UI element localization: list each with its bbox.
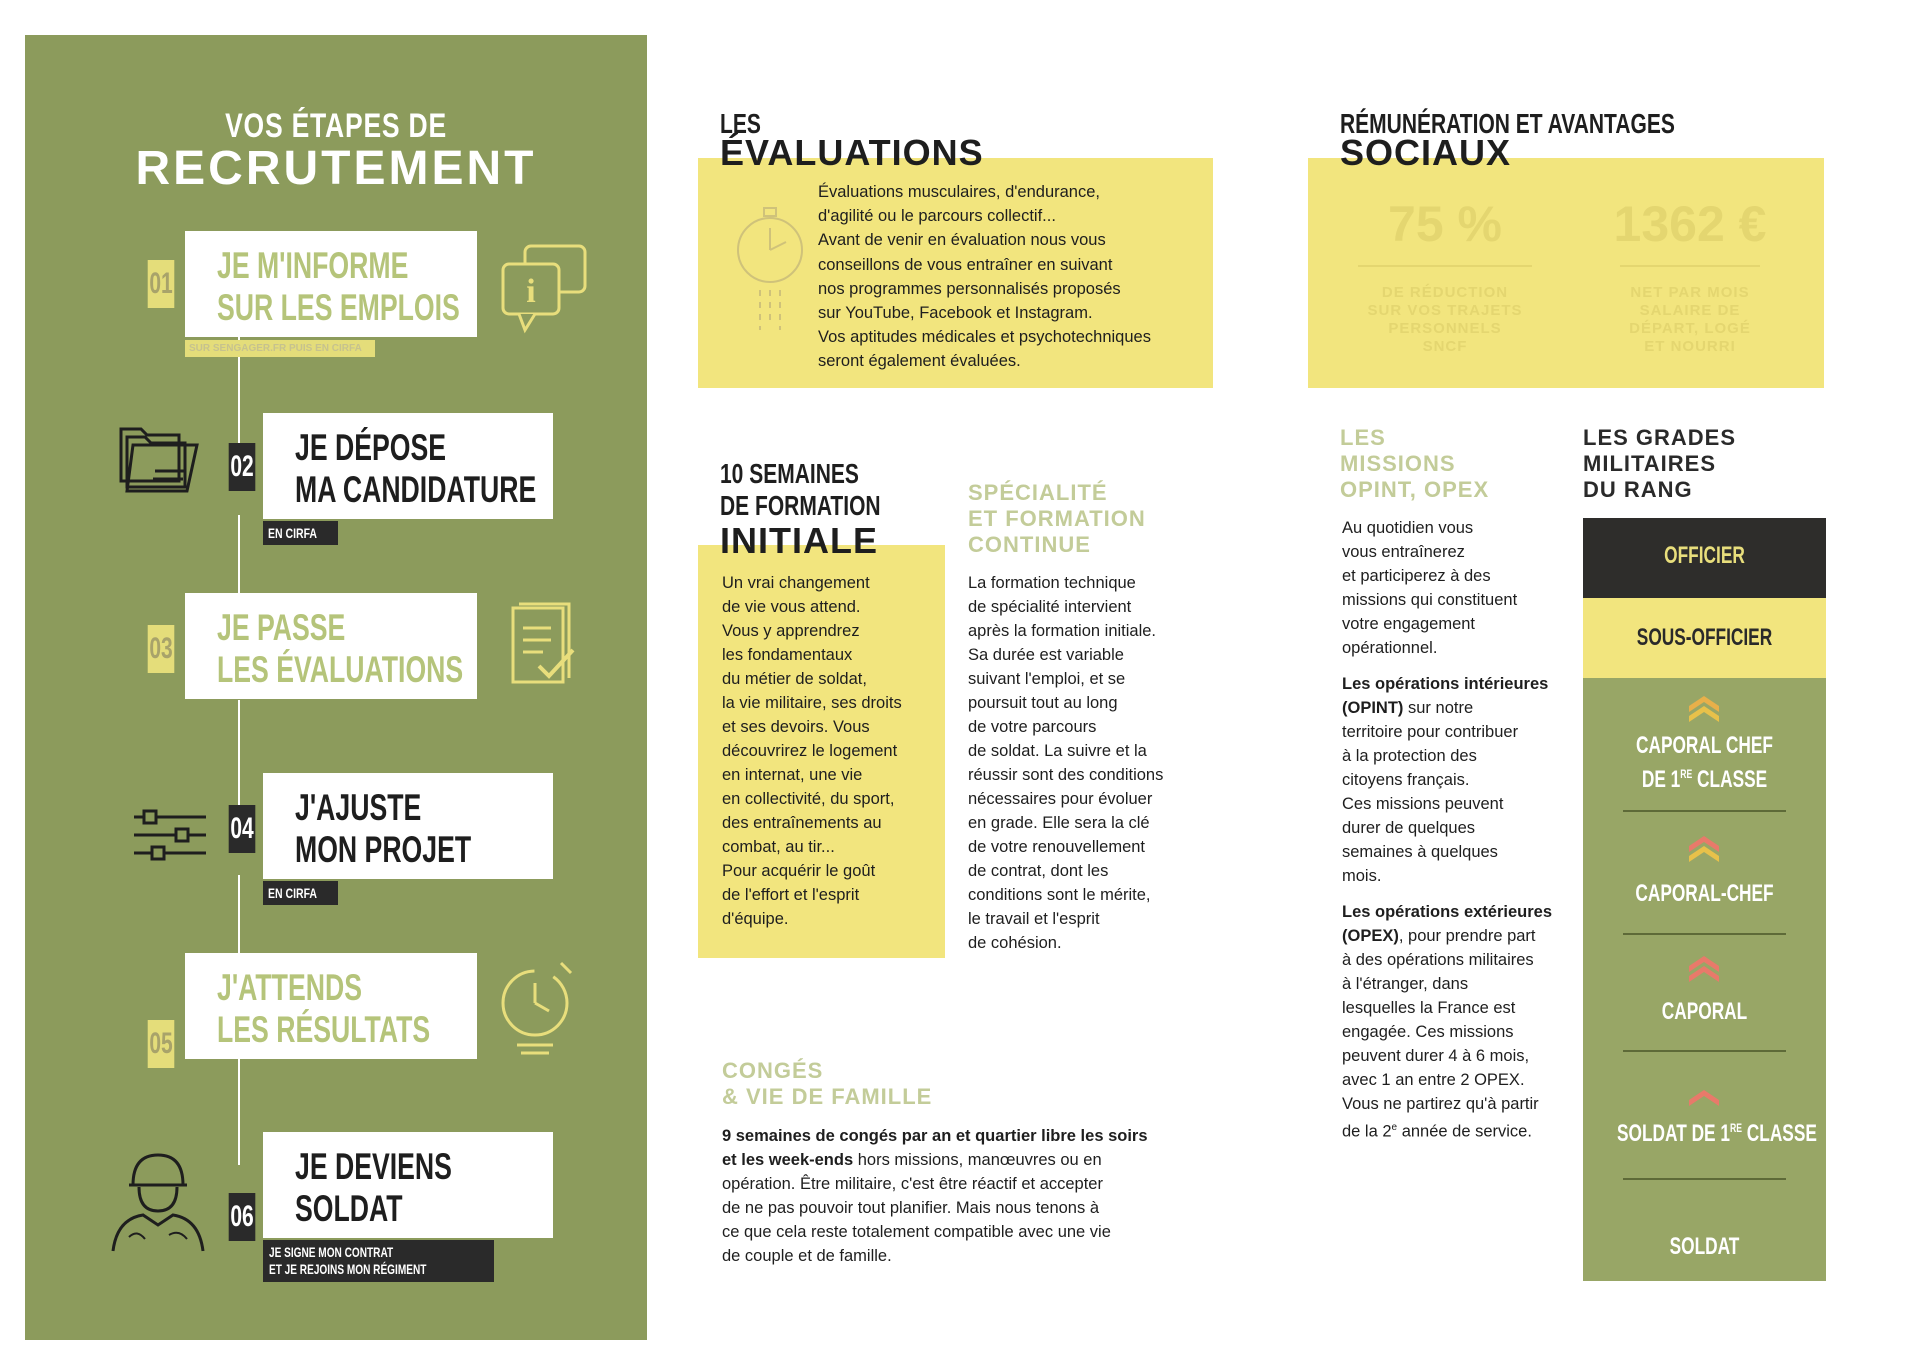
rank-chevron-icon	[1687, 1078, 1721, 1108]
specialite-title: SPÉCIALITÉ ET FORMATION CONTINUE	[968, 480, 1146, 557]
step-title-line1: J'AJUSTE	[295, 787, 422, 828]
step-title-line2: SUR LES EMPLOIS	[217, 287, 460, 328]
stat-caption: NET PAR MOIS SALAIRE DE DÉPART, LOGÉ ET NOURRI	[1629, 284, 1751, 355]
formation-title: INITIALE	[720, 520, 878, 561]
step-number: 03	[148, 625, 175, 673]
step-card-2	[263, 413, 553, 519]
formation-title-small: DE FORMATION	[720, 490, 881, 521]
rank-chevron-icon	[1687, 954, 1721, 984]
rank-divider	[1623, 1050, 1786, 1052]
rank-caporal: CAPORAL	[1661, 998, 1748, 1025]
step-title-line2: SOLDAT	[295, 1188, 403, 1229]
rank-divider	[1623, 933, 1786, 935]
sliders-icon	[130, 805, 210, 865]
step-card-1	[185, 231, 477, 337]
rank-chevron-icon	[1687, 694, 1721, 724]
rank-officier: OFFICIER	[1583, 518, 1826, 598]
recruitment-steps-panel	[25, 35, 647, 1340]
step-number: 06	[229, 1193, 256, 1241]
step-number: 01	[148, 260, 175, 308]
rank-divider	[1623, 810, 1786, 812]
grades-title: LES GRADES MILITAIRES DU RANG	[1583, 425, 1737, 502]
step-tag: SUR SENGAGER.FR PUIS EN CIRFA	[185, 340, 375, 357]
stat-divider	[1358, 265, 1532, 267]
step-title-line2: MON PROJET	[295, 829, 472, 870]
formation-title-small: 10 SEMAINES	[720, 458, 859, 489]
missions-text: Au quotidien vous vous entraînerez et participerez à des missions qui constituent votre engagement opérationnel. Les opérations intérieures (OPINT) sur notre territoire pour contribuer à la protection des citoyens français. Ces missions peuvent durer de quelques semaines à quelques mois. Les opérations extérieures (OPEX), pour prendre part à des opérations militaires à l'étranger, dans lesquelles la France est engagée. Ces missions peuvent durer 4 à 6 mois, avec 1 an entre 2 OPEX. Vous ne partirez qu'à partir de la 2e année de service.	[1342, 519, 1553, 1141]
stat-caption: DE RÉDUCTION SUR VOS TRAJETS PERSONNELS SNCF	[1367, 284, 1523, 355]
remuneration-title: SOCIAUX	[1340, 132, 1512, 173]
connector-line	[238, 700, 240, 805]
stopwatch-icon	[730, 200, 810, 340]
rank-ladder	[1583, 518, 1826, 1281]
step-tag: EN CIRFA	[263, 521, 338, 545]
evaluations-text: Évaluations musculaires, d'endurance, d'agilité ou le parcours collectif... Avant de venir en évaluation nous vous conseillons de vous entraîner en suivant nos programmes personnalisés proposés sur YouTube, Facebook et Instagram. Vos aptitudes médicales et psychotechniques seront également évaluées.	[818, 183, 1151, 371]
step-title-line1: JE PASSE	[217, 607, 346, 648]
stat-value: 1362 €	[1613, 196, 1767, 252]
step-card-5	[185, 953, 477, 1059]
stat-divider	[1620, 265, 1760, 267]
recruitment-title: RECRUTEMENT	[135, 142, 537, 195]
connector-line	[238, 1055, 240, 1165]
stat-value: 75 %	[1388, 196, 1502, 252]
formation-text: Un vrai changement de vie vous attend. Vous y apprendrez les fondamentaux du métier de soldat, la vie militaire, ses droits et ses devoirs. Vous découvrirez le logement en internat, une vie en collectivité, du sport, des entraînements au combat, au tir... Pour acquérir le goût de l'effort et l'esprit d'équipe.	[722, 574, 902, 928]
step-title-line1: JE DEVIENS	[295, 1146, 452, 1187]
step-number: 02	[229, 443, 256, 491]
conges-title: CONGÉS & VIE DE FAMILLE	[722, 1058, 933, 1109]
missions-title: LES MISSIONS OPINT, OPEX	[1340, 425, 1490, 502]
step-title-line1: JE M'INFORME	[217, 245, 409, 286]
rank-sous-officier: SOUS-OFFICIER	[1583, 598, 1826, 678]
step-tag: JE SIGNE MON CONTRAT ET JE REJOINS MON RÉGIMENT	[263, 1240, 494, 1282]
info-chat-icon	[495, 240, 595, 340]
step-tag: EN CIRFA	[263, 881, 338, 905]
step-title-line2: MA CANDIDATURE	[295, 469, 537, 510]
step-title-line1: J'ATTENDS	[217, 967, 362, 1008]
soldier-icon	[103, 1145, 213, 1255]
step-number: 05	[148, 1020, 175, 1068]
conges-text: 9 semaines de congés par an et quartier libre les soirs et les week-ends hors missions, manœuvres ou en opération. Être militaire, c'est être réactif et accepter de ne pas pouvoir tout planifier. Mais nous tenons à ce que cela reste totalement compatible avec une vie de couple et de famille.	[722, 1127, 1148, 1265]
step-title-line2: LES RÉSULTATS	[217, 1009, 431, 1050]
step-card-4	[263, 773, 553, 879]
evaluations-title: ÉVALUATIONS	[720, 132, 984, 173]
step-card-3	[185, 593, 477, 699]
rank-soldat-1re-classe: SOLDAT DE 1RE CLASSE	[1617, 1120, 1817, 1147]
remuneration-title-small: RÉMUNÉRATION ET AVANTAGES	[1340, 108, 1675, 139]
specialite-text: La formation technique de spécialité intervient après la formation initiale. Sa durée est variable suivant l'emploi, et se poursuit tout au long de votre parcours de soldat. La suivre et la réussir sont des conditions nécessaires pour évoluer en grade. Elle sera la clé de votre renouvellement de contrat, dont les conditions sont le mérite, le travail et l'esprit de cohésion.	[968, 574, 1164, 952]
svg-text:i: i	[526, 273, 536, 310]
rank-divider	[1623, 1178, 1786, 1180]
stopwatch-icon	[495, 953, 585, 1063]
evaluations-title-small: LES	[720, 108, 761, 139]
folders-icon	[115, 415, 205, 495]
step-card-6	[263, 1132, 553, 1238]
step-title-line2: LES ÉVALUATIONS	[217, 649, 464, 690]
rank-chevron-icon	[1687, 834, 1721, 864]
rank-caporal-chef: CAPORAL-CHEF	[1635, 880, 1774, 907]
step-title-line1: JE DÉPOSE	[295, 427, 447, 468]
rank-soldat: SOLDAT	[1669, 1233, 1740, 1260]
checklist-icon	[503, 600, 583, 700]
step-number: 04	[229, 805, 256, 853]
recruitment-title-small: VOS ÉTAPES DE	[225, 107, 447, 145]
rank-caporal-chef-1re-classe: CAPORAL CHEF DE 1RE CLASSE	[1636, 732, 1773, 793]
